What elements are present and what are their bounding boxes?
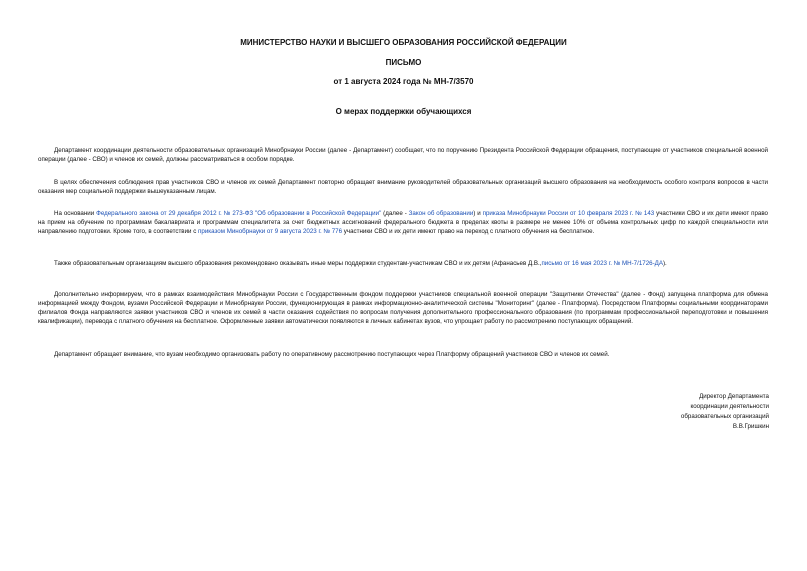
paragraph-3 [38,209,768,236]
paragraph-5: Дополнительно информируем, что в рамках взаимодействия Минобрнауки России с Государственным фондом поддержки участников специальной военной операции "Защитники Отечества" (далее - Фонд) запущена платформа для обмена информацией между Фондом, вузами Российской Федерации и Минобрнауки России, функционирующая в рамках информационно-аналитической системы "Мониторинг" (далее - Платформа). Посредством Платформы социальными координаторами филиалов Фонда направляются заявки участников СВО и членов их семей в части оказания содействия по вопросам получения дополнительного профессионального образования (по программам профессиональной переподготовки и повышения квалификации), перевода с платного обучения на бесплатное. Оформленные заявки автоматически появляются в личных кабинетах вузов, что упрощает работу по рассмотрению поступающих обращений. [38,291,768,325]
paragraph-3-text-3: ) и [473,210,483,217]
letter-1726-link[interactable]: письмо от 16 мая 2023 г. № МН-7/1726-ДА [541,260,663,267]
paragraph-4-text-2: ). [662,260,667,267]
order-143-link[interactable]: приказа Минобрнауки России от 10 февраля 2023 г. № 143 [482,210,655,217]
paragraph-1: Департамент координации деятельности образовательных организаций Минобрнауки России (далее - Департамент) сообщает, что по поручению Президента Российской Федерации обращения, поступающие от участников специальной военной операции (далее - СВО) и членов их семей, должны рассматриваться в особом порядке. [38,147,768,163]
signature-organizations: образовательных организаций [680,413,769,420]
document-number: от 1 августа 2024 года № МН-7/3570 [333,77,474,86]
signature-position: Директор Департамента [699,393,769,400]
ministry-title: МИНИСТЕРСТВО НАУКИ И ВЫСШЕГО ОБРАЗОВАНИЯ РОССИЙСКОЙ ФЕДЕРАЦИИ [240,38,567,47]
paragraph-6: Департамент обращает внимание, что вузам необходимо организовать работу по оперативному рассмотрению поступающих через Платформу обращений участников СВО и членов их семей. [54,351,610,358]
paragraph-3-text-5: участники СВО и их дети имеют право на переход с платного обучения на бесплатное. [342,228,595,235]
paragraph-3-text-4: участники СВО и их дети имеют право на прием на обучение по программам бакалавриата и программам специалитета за счет бюджетных ассигнований федерального бюджета в пределах квоты в размере не менее 10% от объема контрольных цифр по каждой специальности или направлению подготовки. Кроме того, в соответствии с [38,210,768,235]
paragraph-2: В целях обеспечения соблюдения прав участников СВО и членов их семей Департамент повторно обращает внимание руководителей образовательных организаций высшего образования на необходимость особого контроля вопросов в части оказания мер социальной поддержки вышеуказанным лицам. [38,179,768,195]
signature-name: В.В.Гришкин [732,423,769,430]
paragraph-3-text-1: На основании [54,210,97,217]
paragraph-4-text-1: Также образовательным организациям высшего образования рекомендовано оказывать иные меры поддержки студентам-участникам СВО и их детям (Афанасьев Д.В., [54,260,542,267]
education-law-link[interactable]: Закон об образовании [408,210,474,217]
order-776-link[interactable]: приказом Минобрнауки от 9 августа 2023 г. № 776 [198,228,343,235]
signature-block [681,392,769,432]
paragraph-3-text-2: (далее - [381,210,409,217]
document-subject: О мерах поддержки обучающихся [335,107,472,116]
paragraph-4 [38,259,768,268]
document-type: ПИСЬМО [385,58,422,67]
federal-law-link[interactable]: Федерального закона от 29 декабря 2012 г. № 273-ФЗ "Об образовании в Российской Федерации" [96,210,382,217]
signature-department: координации деятельности [690,403,769,410]
